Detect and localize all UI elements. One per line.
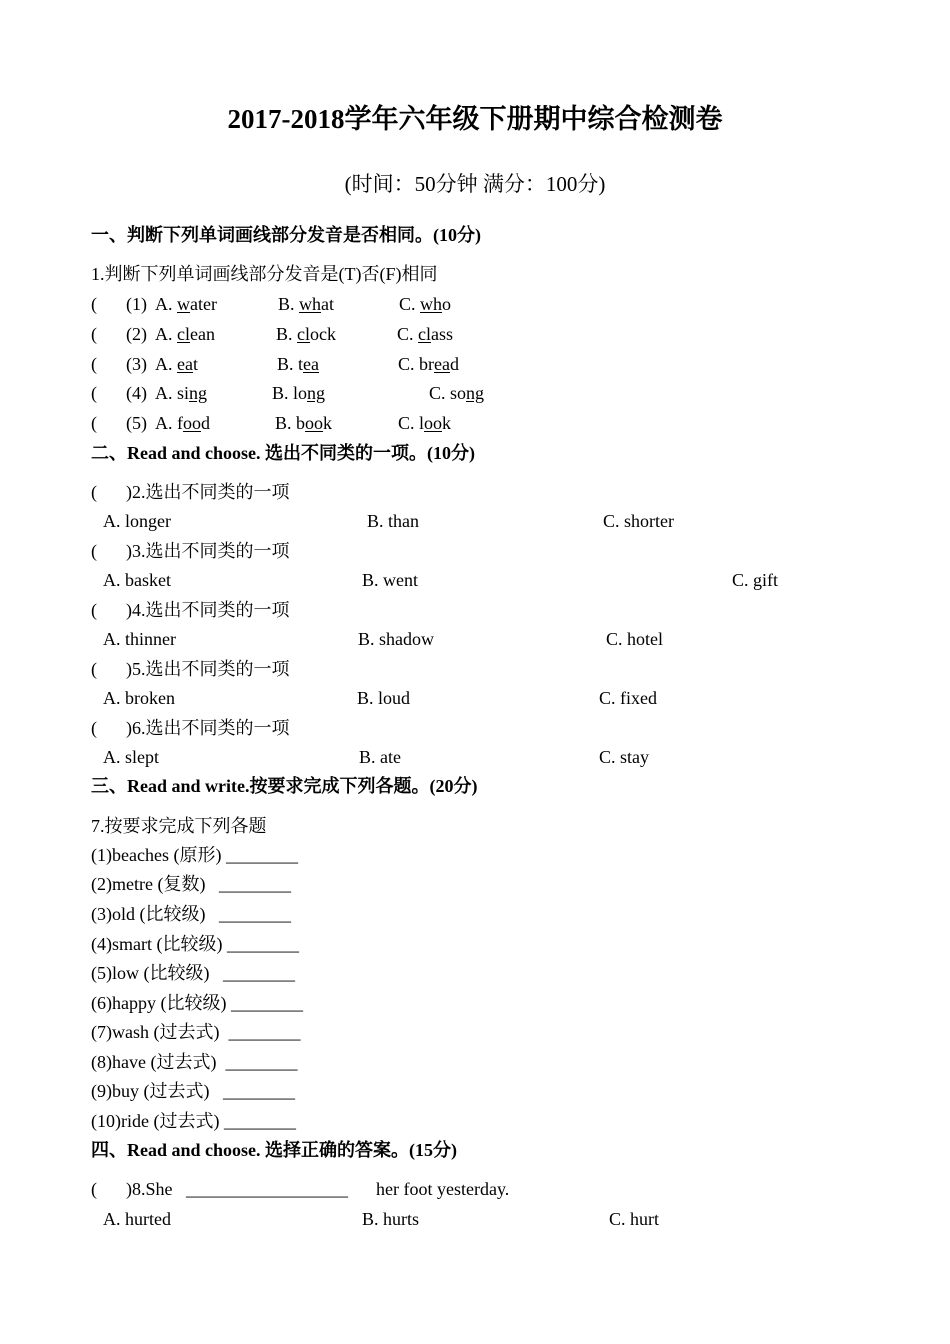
option-a[interactable]: [155, 293, 217, 315]
option-suffix: ater: [190, 294, 217, 314]
option-b[interactable]: [276, 323, 336, 345]
option-c[interactable]: [397, 323, 453, 345]
section-1-heading: 一、判断下列单词画线部分发音是否相同。(10分): [91, 225, 481, 245]
underlined-part: wh: [299, 294, 322, 314]
section-3-instruction: 7.按要求完成下列各题: [91, 816, 267, 836]
option-c[interactable]: C. fixed: [599, 688, 657, 708]
option-a[interactable]: A. longer: [103, 511, 171, 531]
option-b[interactable]: [277, 353, 319, 375]
item-number: (4): [126, 383, 147, 403]
underlined-part: ea: [434, 354, 450, 374]
underlined-part: oo: [305, 413, 324, 433]
option-c[interactable]: [398, 353, 459, 375]
option-c[interactable]: C. hotel: [606, 629, 663, 649]
option-suffix: t: [192, 354, 198, 374]
option-b[interactable]: [272, 382, 325, 404]
answer-paren[interactable]: (: [91, 541, 97, 561]
option-suffix: ean: [190, 324, 215, 344]
option-suffix: o: [442, 294, 452, 314]
option-prefix: C.: [397, 324, 419, 344]
option-a[interactable]: [155, 412, 210, 434]
answer-paren[interactable]: (: [91, 354, 97, 374]
word-form-item[interactable]: (7)wash (过去式) ________: [91, 1022, 301, 1042]
word-form-item[interactable]: (9)buy (过去式) ________: [91, 1081, 295, 1101]
answer-paren[interactable]: (: [91, 600, 97, 620]
question-8-option-a[interactable]: A. hurted: [103, 1209, 171, 1229]
option-suffix: d: [201, 413, 210, 433]
word-form-item[interactable]: (8)have (过去式) ________: [91, 1052, 298, 1072]
underlined-part: oo: [183, 413, 201, 433]
option-prefix: A.: [155, 354, 177, 374]
underlined-part: ea: [303, 354, 319, 374]
option-prefix: B.: [276, 324, 298, 344]
question-8-option-c[interactable]: C. hurt: [609, 1209, 660, 1229]
option-prefix: B. lo: [272, 383, 308, 403]
underlined-part: ng: [466, 383, 485, 403]
option-a[interactable]: A. slept: [103, 747, 159, 767]
section-2-heading: 二、Read and choose. 选出不同类的一项。(10分): [91, 443, 476, 463]
option-c[interactable]: [398, 412, 451, 434]
option-prefix: A.: [155, 324, 177, 344]
question-8-blank[interactable]: __________________: [186, 1179, 348, 1199]
option-a[interactable]: [155, 323, 215, 345]
underlined-part: cl: [297, 324, 311, 344]
item-number: (5): [126, 413, 147, 433]
question-stem: )6.选出不同类的一项: [126, 718, 290, 738]
option-prefix: C. so: [429, 383, 467, 403]
question-stem: )2.选出不同类的一项: [126, 482, 290, 502]
underlined-part: ng: [189, 383, 208, 403]
option-c[interactable]: [399, 293, 451, 315]
answer-paren[interactable]: (: [91, 659, 97, 679]
option-a[interactable]: A. basket: [103, 570, 171, 590]
question-stem: )5.选出不同类的一项: [126, 659, 290, 679]
option-prefix: C. br: [398, 354, 434, 374]
item-number: (1): [126, 294, 147, 314]
option-b[interactable]: [278, 293, 334, 315]
option-suffix: d: [449, 354, 459, 374]
page-title: 2017-2018学年六年级下册期中综合检测卷: [227, 104, 723, 134]
word-form-item[interactable]: (6)happy (比较级) ________: [91, 993, 303, 1013]
option-prefix: B. t: [277, 354, 304, 374]
option-suffix: ass: [431, 324, 454, 344]
underlined-part: wh: [420, 294, 443, 314]
answer-paren[interactable]: (: [91, 383, 97, 403]
option-b[interactable]: B. went: [362, 570, 418, 590]
option-suffix: k: [442, 413, 452, 433]
option-a[interactable]: A. broken: [103, 688, 175, 708]
item-number: (2): [126, 324, 147, 344]
question-stem: )3.选出不同类的一项: [126, 541, 290, 561]
word-form-item[interactable]: (4)smart (比较级) ________: [91, 934, 299, 954]
word-form-item[interactable]: (10)ride (过去式) ________: [91, 1111, 296, 1131]
option-b[interactable]: [275, 412, 332, 434]
option-prefix: B. b: [275, 413, 306, 433]
section-4-heading: 四、Read and choose. 选择正确的答案。(15分): [91, 1140, 458, 1160]
option-a[interactable]: A. thinner: [103, 629, 176, 649]
option-suffix: k: [323, 413, 333, 433]
page-subtitle: (时间：50分钟 满分：100分): [344, 172, 606, 196]
option-c[interactable]: C. stay: [599, 747, 650, 767]
item-number: (3): [126, 354, 147, 374]
option-prefix: A. f: [155, 413, 183, 433]
question-8-paren[interactable]: (: [91, 1179, 97, 1199]
option-prefix: C.: [399, 294, 421, 314]
option-c[interactable]: [429, 382, 484, 404]
underlined-part: cl: [418, 324, 432, 344]
option-suffix: ock: [310, 324, 337, 344]
option-prefix: A. si: [155, 383, 190, 403]
option-prefix: B.: [278, 294, 300, 314]
section-1-instruction: 1.判断下列单词画线部分发音是(T)否(F)相同: [91, 264, 438, 284]
word-form-item[interactable]: (5)low (比较级) ________: [91, 963, 295, 983]
option-b[interactable]: B. than: [367, 511, 419, 531]
answer-paren[interactable]: (: [91, 294, 97, 314]
question-8-stem: [126, 1178, 173, 1200]
underlined-part: oo: [424, 413, 443, 433]
word-form-item[interactable]: (3)old (比较级) ________: [91, 904, 291, 924]
option-suffix: at: [321, 294, 335, 314]
word-form-item[interactable]: (2)metre (复数) ________: [91, 874, 291, 894]
option-b[interactable]: B. ate: [359, 747, 401, 767]
section-3-heading: 三、Read and write.按要求完成下列各题。(20分): [91, 776, 478, 796]
question-8-option-b[interactable]: B. hurts: [362, 1209, 420, 1229]
answer-paren[interactable]: (: [91, 718, 97, 738]
option-a[interactable]: [155, 382, 207, 404]
option-prefix: C. l: [398, 413, 425, 433]
option-prefix: A.: [155, 294, 177, 314]
option-b[interactable]: B. shadow: [358, 629, 434, 649]
answer-paren[interactable]: (: [91, 482, 97, 502]
answer-paren[interactable]: (: [91, 413, 97, 433]
underlined-part: w: [177, 294, 190, 314]
question-stem: )4.选出不同类的一项: [126, 600, 290, 620]
underlined-part: ng: [307, 383, 326, 403]
underlined-part: ea: [177, 354, 193, 374]
option-c[interactable]: C. shorter: [603, 511, 674, 531]
option-a[interactable]: [155, 353, 198, 375]
word-form-item[interactable]: (1)beaches (原形) ________: [91, 845, 298, 865]
option-c[interactable]: C. gift: [732, 570, 779, 590]
question-8-stem-text: )8.She: [126, 1179, 173, 1199]
answer-paren[interactable]: (: [91, 324, 97, 344]
question-8-tail: her foot yesterday.: [376, 1179, 510, 1199]
underlined-part: cl: [177, 324, 190, 344]
option-b[interactable]: B. loud: [357, 688, 411, 708]
